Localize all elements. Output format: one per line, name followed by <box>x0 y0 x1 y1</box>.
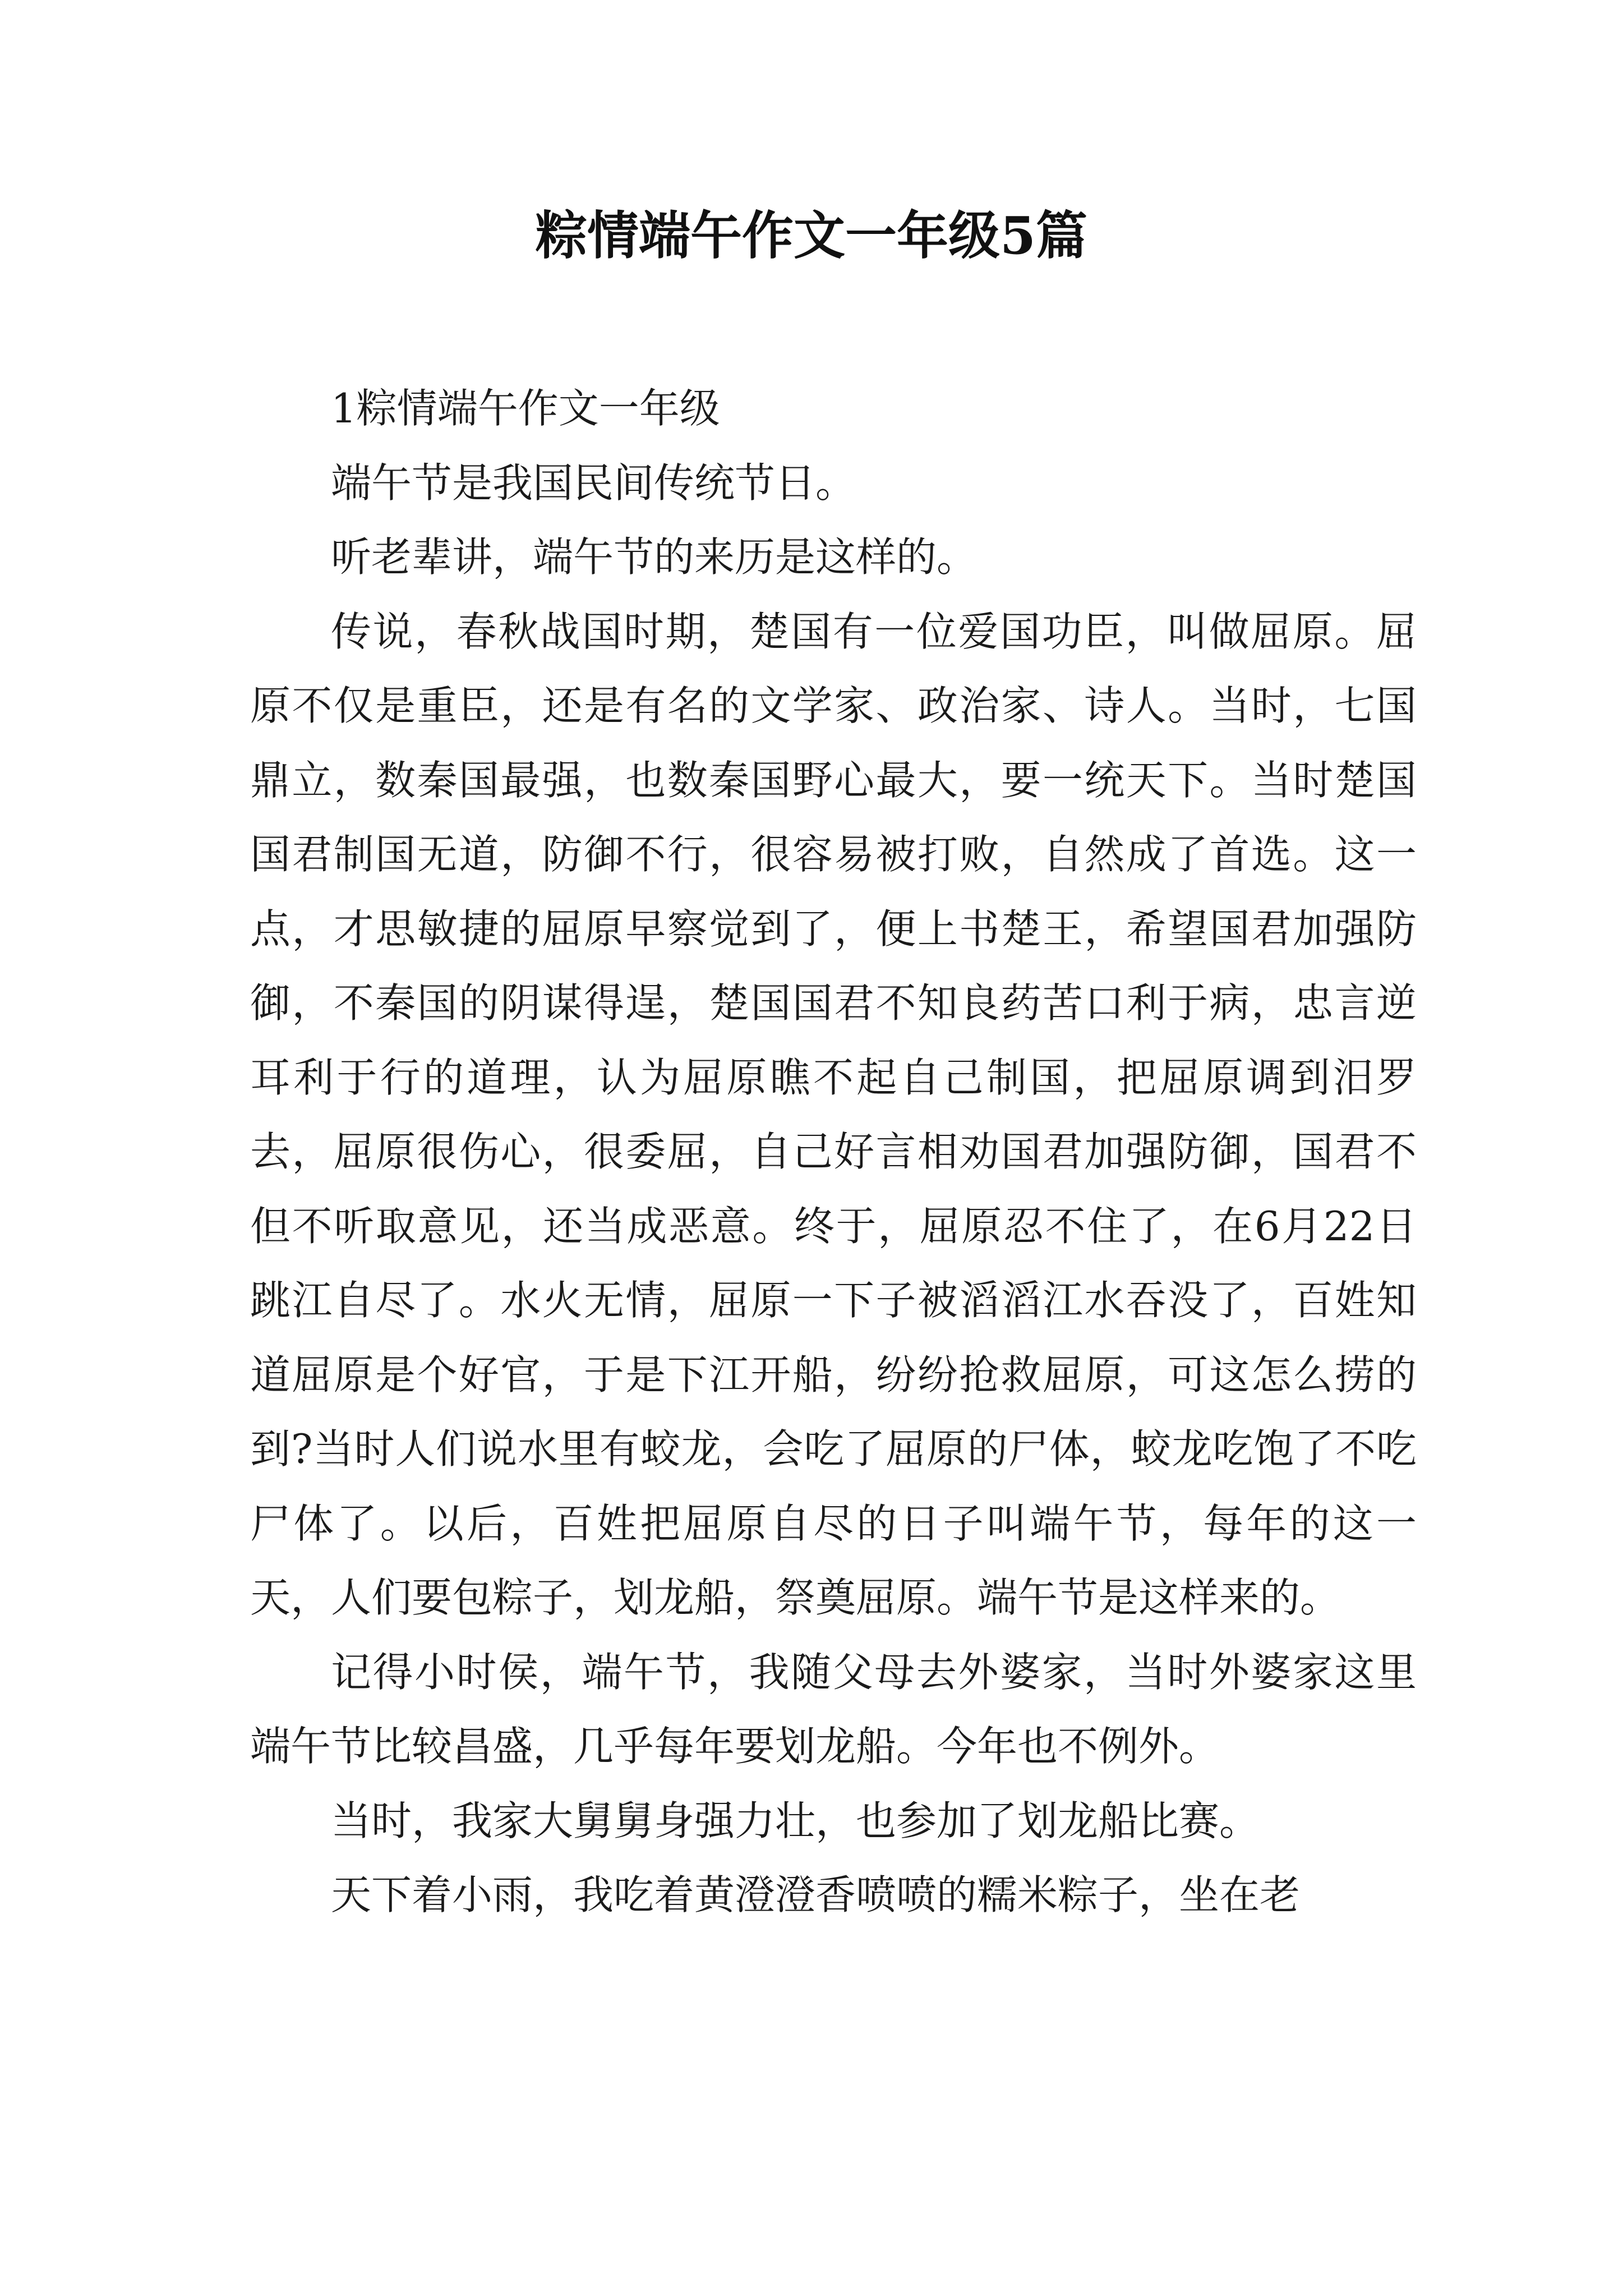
paragraph: 端午节是我国民间传统节日。 <box>331 459 856 507</box>
section-heading: 1粽情端午作文一年级 <box>331 385 720 432</box>
document-body <box>250 371 1417 1932</box>
paragraph: 天下着小雨，我吃着黄澄澄香喷喷的糯米粽子，坐在老 <box>331 1871 1301 1918</box>
paragraph: 记得小时侯，端午节，我随父母去外婆家，当时外婆家这里端午节比较昌盛，几乎每年要划龙船。今年也不例外。 <box>250 1648 1417 1770</box>
paragraph: 当时，我家大舅舅身强力壮，也参加了划龙船比赛。 <box>331 1797 1260 1844</box>
paragraph: 听老辈讲，端午节的来历是这样的。 <box>331 533 978 581</box>
document-title: 粽情端午作文一年级5篇 <box>535 205 1087 266</box>
paragraph: 传说，春秋战国时期，楚国有一位爱国功臣，叫做屈原。屈原不仅是重臣，还是有名的文学家、政治家、诗人。当时，七国鼎立，数秦国最强，也数秦国野心最大，要一统天下。当时楚国国君制国无道，防御不行，很容易被打败，自然成了首选。这一点，才思敏捷的屈原早察觉到了，便上书楚王，希望国君加强防御，不秦国的阴谋得逞，楚国国君不知良药苦口利于病，忠言逆耳利于行的道理，认为屈原瞧不起自己制国，把屈原调到汨罗去，屈原很伤心，很委屈，自己好言相劝国君加强防御，国君不但不听取意见，还当成恶意。终于，屈原忍不住了，在6月22日跳江自尽了。水火无情，屈原一下子被滔滔江水吞没了，百姓知道屈原是个好官，于是下江开船，纷纷抢救屈原，可这怎么捞的到?当时人们说水里有蛟龙，会吃了屈原的尸体，蛟龙吃饱了不吃尸体了。以后，百姓把屈原自尽的日子叫端午节，每年的这一天，人们要包粽子，划龙船，祭奠屈原。端午节是这样来的。 <box>250 608 1417 1621</box>
